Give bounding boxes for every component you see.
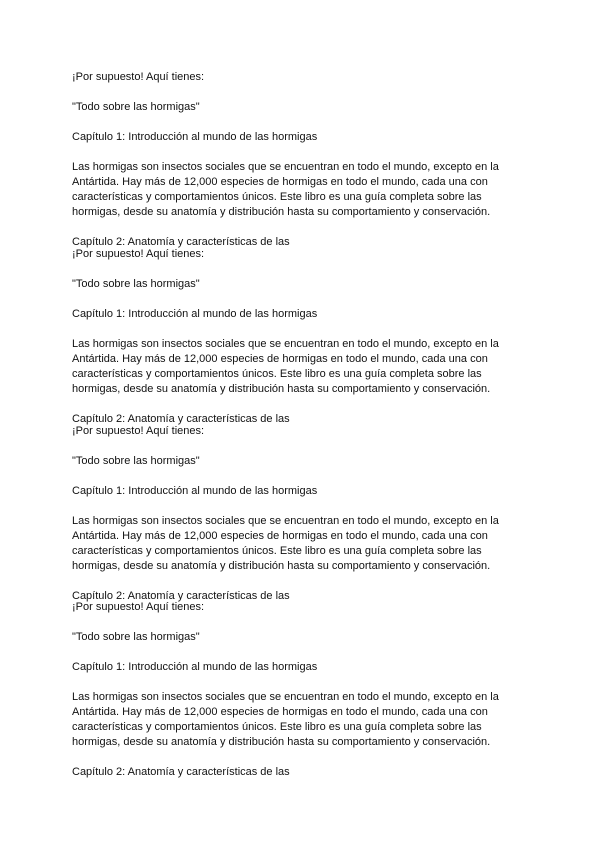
intro-line: ¡Por supuesto! Aquí tienes: bbox=[72, 601, 205, 613]
paragraph-line: Las hormigas son insectos sociales que se encuentran en todo el mundo, excepto en la bbox=[72, 338, 499, 350]
paragraph-line: características y comportamientos únicos. Este libro es una guía completa sobre las bbox=[72, 368, 482, 380]
intro-paragraph bbox=[72, 514, 512, 574]
paragraph-line: características y comportamientos únicos. Este libro es una guía completa sobre las bbox=[72, 545, 482, 557]
book-title: "Todo sobre las hormigas" bbox=[72, 455, 200, 467]
paragraph-line: Antártida. Hay más de 12,000 especies de hormigas en todo el mundo, cada una con bbox=[72, 530, 488, 542]
chapter-1-heading: Capítulo 1: Introducción al mundo de las hormigas bbox=[72, 131, 318, 143]
paragraph-line: características y comportamientos únicos. Este libro es una guía completa sobre las bbox=[72, 721, 482, 733]
paragraph-line: hormigas, desde su anatomía y distribución hasta su comportamiento y conservación. bbox=[72, 560, 491, 572]
chapter-2-heading: Capítulo 2: Anatomía y características de las bbox=[72, 413, 290, 425]
document-section bbox=[72, 424, 532, 604]
paragraph-line: Las hormigas son insectos sociales que se encuentran en todo el mundo, excepto en la bbox=[72, 515, 499, 527]
paragraph-line: Las hormigas son insectos sociales que se encuentran en todo el mundo, excepto en la bbox=[72, 691, 499, 703]
book-title: "Todo sobre las hormigas" bbox=[72, 631, 200, 643]
document-section bbox=[72, 70, 532, 250]
intro-line: ¡Por supuesto! Aquí tienes: bbox=[72, 248, 205, 260]
paragraph-line: hormigas, desde su anatomía y distribución hasta su comportamiento y conservación. bbox=[72, 206, 491, 218]
intro-paragraph bbox=[72, 160, 512, 220]
intro-paragraph bbox=[72, 690, 512, 750]
paragraph-line: hormigas, desde su anatomía y distribución hasta su comportamiento y conservación. bbox=[72, 383, 491, 395]
document-section bbox=[72, 247, 532, 427]
paragraph-line: características y comportamientos únicos. Este libro es una guía completa sobre las bbox=[72, 191, 482, 203]
intro-line: ¡Por supuesto! Aquí tienes: bbox=[72, 71, 205, 83]
intro-line: ¡Por supuesto! Aquí tienes: bbox=[72, 425, 205, 437]
paragraph-line: Antártida. Hay más de 12,000 especies de hormigas en todo el mundo, cada una con bbox=[72, 353, 488, 365]
book-title: "Todo sobre las hormigas" bbox=[72, 278, 200, 290]
chapter-1-heading: Capítulo 1: Introducción al mundo de las hormigas bbox=[72, 661, 318, 673]
chapter-1-heading: Capítulo 1: Introducción al mundo de las hormigas bbox=[72, 308, 318, 320]
chapter-2-heading: Capítulo 2: Anatomía y características de las bbox=[72, 236, 290, 248]
intro-paragraph bbox=[72, 337, 512, 397]
book-title: "Todo sobre las hormigas" bbox=[72, 101, 200, 113]
document-section bbox=[72, 600, 532, 780]
paragraph-line: Antártida. Hay más de 12,000 especies de hormigas en todo el mundo, cada una con bbox=[72, 706, 488, 718]
chapter-1-heading: Capítulo 1: Introducción al mundo de las hormigas bbox=[72, 485, 318, 497]
chapter-2-heading: Capítulo 2: Anatomía y características de las bbox=[72, 590, 290, 602]
paragraph-line: Antártida. Hay más de 12,000 especies de hormigas en todo el mundo, cada una con bbox=[72, 176, 488, 188]
paragraph-line: Las hormigas son insectos sociales que se encuentran en todo el mundo, excepto en la bbox=[72, 161, 499, 173]
chapter-2-heading: Capítulo 2: Anatomía y características de las bbox=[72, 766, 290, 778]
paragraph-line: hormigas, desde su anatomía y distribución hasta su comportamiento y conservación. bbox=[72, 736, 491, 748]
